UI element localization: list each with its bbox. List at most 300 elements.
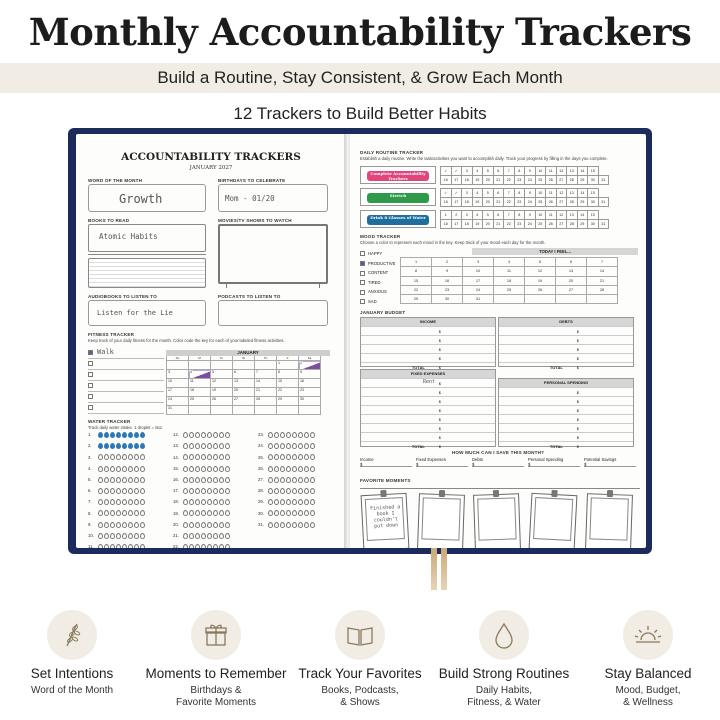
routine-day-cell[interactable]: 13	[567, 189, 578, 198]
water-drop-icon[interactable]	[98, 432, 103, 438]
routine-day-cell[interactable]: 27	[556, 220, 567, 229]
water-drop-icon[interactable]	[140, 544, 145, 548]
water-drop-icon[interactable]	[274, 432, 279, 438]
water-drop-icon[interactable]	[104, 522, 109, 528]
water-drop-icon[interactable]	[310, 432, 315, 438]
budget-row[interactable]	[361, 387, 495, 396]
mood-day-cell[interactable]: 3	[463, 258, 494, 267]
water-drop-icon[interactable]	[128, 443, 133, 449]
fitness-row[interactable]	[88, 381, 164, 392]
water-drop-icon[interactable]	[219, 466, 224, 472]
water-drop-icon[interactable]	[110, 488, 115, 494]
water-drop-icon[interactable]	[122, 466, 127, 472]
water-drop-icon[interactable]	[104, 488, 109, 494]
fitness-color-key[interactable]	[88, 394, 93, 399]
routine-day-cell[interactable]: 24	[525, 220, 536, 229]
save-field[interactable]	[360, 457, 412, 467]
water-drop-icon[interactable]	[195, 533, 200, 539]
routine-day-cell[interactable]: 14	[577, 189, 588, 198]
routine-day-cell[interactable]: 11	[546, 189, 557, 198]
calendar-day[interactable]: 30	[299, 397, 321, 406]
routine-day-cell[interactable]: 9	[525, 189, 536, 198]
routine-label-box[interactable]	[360, 188, 436, 206]
budget-row[interactable]	[499, 344, 633, 353]
routine-day-cell[interactable]: 7	[504, 211, 515, 220]
water-drop-icon[interactable]	[122, 510, 127, 516]
water-drop-icon[interactable]	[280, 510, 285, 516]
budget-row[interactable]	[499, 362, 633, 371]
water-drop-icon[interactable]	[195, 443, 200, 449]
water-drop-icon[interactable]	[140, 477, 145, 483]
water-drop-icon[interactable]	[189, 533, 194, 539]
routine-day-cell[interactable]: 13	[567, 211, 578, 220]
water-drop-icon[interactable]	[134, 488, 139, 494]
budget-row[interactable]	[361, 414, 495, 423]
water-drop-icon[interactable]	[219, 533, 224, 539]
water-drop-icon[interactable]	[116, 510, 121, 516]
mood-day-cell[interactable]: 12	[525, 267, 556, 276]
water-drop-icon[interactable]	[207, 533, 212, 539]
mood-day-cell[interactable]: 22	[401, 285, 432, 294]
water-drop-icon[interactable]	[292, 443, 297, 449]
water-drop-icon[interactable]	[104, 533, 109, 539]
water-drop-icon[interactable]	[195, 499, 200, 505]
calendar-day[interactable]: 12	[211, 379, 233, 388]
water-drop-icon[interactable]	[195, 522, 200, 528]
water-drop-icon[interactable]	[104, 499, 109, 505]
water-drop-icon[interactable]	[225, 488, 230, 494]
water-drop-icon[interactable]	[183, 533, 188, 539]
water-drop-icon[interactable]	[195, 454, 200, 460]
water-drop-icon[interactable]	[183, 499, 188, 505]
routine-day-cell[interactable]: 25	[535, 176, 546, 185]
water-drop-icon[interactable]	[213, 533, 218, 539]
mood-day-cell[interactable]: 27	[556, 285, 587, 294]
water-drop-icon[interactable]	[128, 466, 133, 472]
routine-day-cell[interactable]: 12	[556, 167, 567, 176]
budget-row[interactable]	[361, 432, 495, 441]
water-drop-icon[interactable]	[213, 488, 218, 494]
calendar-day[interactable]	[299, 406, 321, 415]
routine-day-cell[interactable]: ✓	[451, 189, 462, 198]
polaroid-frame[interactable]	[529, 493, 578, 548]
water-drop-icon[interactable]	[116, 488, 121, 494]
polaroid-frame[interactable]	[585, 493, 633, 548]
budget-row[interactable]	[361, 344, 495, 353]
calendar-day[interactable]: 5	[211, 370, 233, 379]
water-drop-icon[interactable]	[98, 533, 103, 539]
water-drop-icon[interactable]	[195, 488, 200, 494]
water-drop-icon[interactable]	[116, 466, 121, 472]
routine-day-cell[interactable]: 29	[577, 198, 588, 207]
routine-day-cell[interactable]: 26	[546, 198, 557, 207]
budget-row[interactable]	[361, 441, 495, 450]
routine-day-cell[interactable]: 31	[598, 198, 609, 207]
water-drop-icon[interactable]	[116, 533, 121, 539]
mood-day-cell[interactable]: 24	[463, 285, 494, 294]
water-drop-icon[interactable]	[183, 522, 188, 528]
routine-day-cell[interactable]: 8	[514, 167, 525, 176]
water-drop-icon[interactable]	[183, 466, 188, 472]
water-drop-icon[interactable]	[207, 522, 212, 528]
calendar-day[interactable]: 13	[233, 379, 255, 388]
routine-day-cell[interactable]: 16	[441, 198, 452, 207]
mood-day-cell[interactable]: 29	[401, 295, 432, 304]
water-drop-icon[interactable]	[134, 454, 139, 460]
water-drop-icon[interactable]	[304, 443, 309, 449]
mood-day-cell[interactable]: 20	[556, 276, 587, 285]
water-drop-icon[interactable]	[140, 432, 145, 438]
routine-day-cell[interactable]: 4	[472, 211, 483, 220]
calendar-day[interactable]	[167, 361, 189, 370]
routine-day-cell[interactable]: 14	[577, 167, 588, 176]
mood-day-cell[interactable]: 26	[525, 285, 556, 294]
routine-day-cell[interactable]: 10	[535, 189, 546, 198]
water-drop-icon[interactable]	[219, 477, 224, 483]
calendar-day[interactable]: 18	[189, 388, 211, 397]
mood-key-item[interactable]	[360, 270, 388, 275]
water-drop-icon[interactable]	[134, 499, 139, 505]
water-drop-icon[interactable]	[201, 466, 206, 472]
water-drop-icon[interactable]	[280, 477, 285, 483]
water-drop-icon[interactable]	[110, 466, 115, 472]
water-drop-icon[interactable]	[104, 510, 109, 516]
water-drop-icon[interactable]	[219, 544, 224, 548]
water-drop-icon[interactable]	[116, 477, 121, 483]
fitness-row[interactable]	[88, 370, 164, 381]
water-drop-icon[interactable]	[104, 477, 109, 483]
routine-day-cell[interactable]: 18	[462, 198, 473, 207]
routine-day-cell[interactable]: 13	[567, 167, 578, 176]
water-drop-icon[interactable]	[201, 533, 206, 539]
save-field[interactable]	[584, 457, 636, 467]
water-drop-icon[interactable]	[286, 499, 291, 505]
water-drop-icon[interactable]	[140, 466, 145, 472]
water-drop-icon[interactable]	[207, 454, 212, 460]
water-drop-icon[interactable]	[116, 443, 121, 449]
water-drop-icon[interactable]	[98, 454, 103, 460]
water-drop-icon[interactable]	[104, 454, 109, 460]
calendar-day[interactable]: 1	[277, 361, 299, 370]
water-drop-icon[interactable]	[225, 432, 230, 438]
water-drop-icon[interactable]	[213, 544, 218, 548]
water-drop-icon[interactable]	[213, 466, 218, 472]
water-drop-icon[interactable]	[122, 544, 127, 548]
routine-label-box[interactable]	[360, 166, 436, 184]
routine-day-cell[interactable]: 21	[493, 198, 504, 207]
water-drop-icon[interactable]	[207, 432, 212, 438]
routine-day-cell[interactable]: 5	[483, 189, 494, 198]
routine-day-cell[interactable]: 4	[472, 189, 483, 198]
mood-color-swatch[interactable]	[360, 280, 365, 285]
routine-day-cell[interactable]: 12	[556, 189, 567, 198]
water-drop-icon[interactable]	[201, 443, 206, 449]
water-drop-icon[interactable]	[225, 544, 230, 548]
water-drop-icon[interactable]	[219, 454, 224, 460]
water-drop-icon[interactable]	[140, 454, 145, 460]
routine-day-cell[interactable]: 27	[556, 176, 567, 185]
routine-day-cell[interactable]: 5	[483, 211, 494, 220]
water-drop-icon[interactable]	[292, 454, 297, 460]
mood-day-cell[interactable]: 15	[401, 276, 432, 285]
water-drop-icon[interactable]	[225, 522, 230, 528]
water-drop-icon[interactable]	[104, 466, 109, 472]
water-drop-icon[interactable]	[292, 510, 297, 516]
mood-day-cell[interactable]: 9	[432, 267, 463, 276]
routine-day-cell[interactable]: 18	[462, 176, 473, 185]
budget-row[interactable]	[499, 432, 633, 441]
water-drop-icon[interactable]	[274, 510, 279, 516]
water-drop-icon[interactable]	[304, 454, 309, 460]
routine-day-cell[interactable]: ✓	[441, 189, 452, 198]
water-drop-icon[interactable]	[189, 466, 194, 472]
water-drop-icon[interactable]	[268, 477, 273, 483]
water-drop-icon[interactable]	[292, 488, 297, 494]
routine-day-cell[interactable]: 17	[451, 176, 462, 185]
water-drop-icon[interactable]	[110, 510, 115, 516]
calendar-day[interactable]: 22	[277, 388, 299, 397]
water-drop-icon[interactable]	[110, 499, 115, 505]
mood-day-cell[interactable]: 31	[463, 295, 494, 304]
water-drop-icon[interactable]	[122, 432, 127, 438]
save-field[interactable]	[528, 457, 580, 467]
water-drop-icon[interactable]	[128, 432, 133, 438]
calendar-day[interactable]	[255, 406, 277, 415]
routine-day-cell[interactable]: 30	[588, 176, 599, 185]
water-drop-icon[interactable]	[286, 488, 291, 494]
water-drop-icon[interactable]	[110, 432, 115, 438]
routine-day-cell[interactable]: 20	[483, 220, 494, 229]
mood-day-cell[interactable]: 18	[494, 276, 525, 285]
water-drop-icon[interactable]	[280, 443, 285, 449]
water-drop-icon[interactable]	[304, 510, 309, 516]
water-drop-icon[interactable]	[280, 454, 285, 460]
water-drop-icon[interactable]	[310, 466, 315, 472]
mood-key-item[interactable]	[360, 289, 387, 294]
water-drop-icon[interactable]	[140, 522, 145, 528]
routine-day-cell[interactable]: 6	[493, 189, 504, 198]
routine-day-cell[interactable]: 16	[441, 176, 452, 185]
water-drop-icon[interactable]	[268, 443, 273, 449]
water-drop-icon[interactable]	[213, 443, 218, 449]
fitness-row[interactable]	[88, 348, 164, 359]
routine-day-cell[interactable]: 25	[535, 198, 546, 207]
calendar-day[interactable]: 3	[167, 370, 189, 379]
water-drop-icon[interactable]	[268, 488, 273, 494]
routine-day-cell[interactable]: 15	[588, 167, 599, 176]
water-drop-icon[interactable]	[207, 499, 212, 505]
routine-day-cell[interactable]: 23	[514, 198, 525, 207]
water-drop-icon[interactable]	[268, 432, 273, 438]
polaroid-frame[interactable]	[361, 493, 410, 548]
routine-day-cell[interactable]: 26	[546, 220, 557, 229]
water-drop-icon[interactable]	[189, 488, 194, 494]
water-drop-icon[interactable]	[98, 443, 103, 449]
birthdays-box[interactable]	[218, 184, 328, 212]
water-drop-icon[interactable]	[189, 432, 194, 438]
water-drop-icon[interactable]	[128, 499, 133, 505]
routine-day-cell[interactable]: 8	[514, 211, 525, 220]
water-drop-icon[interactable]	[189, 510, 194, 516]
routine-day-cell[interactable]: 5	[483, 167, 494, 176]
budget-row[interactable]	[499, 326, 633, 335]
water-drop-icon[interactable]	[201, 544, 206, 548]
water-drop-icon[interactable]	[140, 533, 145, 539]
water-drop-icon[interactable]	[134, 510, 139, 516]
water-drop-icon[interactable]	[219, 443, 224, 449]
water-drop-icon[interactable]	[207, 477, 212, 483]
water-drop-icon[interactable]	[219, 488, 224, 494]
calendar-day[interactable]: 28	[255, 397, 277, 406]
mood-day-cell[interactable]	[587, 295, 618, 304]
mood-day-cell[interactable]: 25	[494, 285, 525, 294]
water-drop-icon[interactable]	[213, 510, 218, 516]
routine-day-cell[interactable]: 22	[504, 198, 515, 207]
water-drop-icon[interactable]	[201, 432, 206, 438]
routine-day-cell[interactable]: 30	[588, 220, 599, 229]
water-drop-icon[interactable]	[286, 466, 291, 472]
water-drop-icon[interactable]	[134, 522, 139, 528]
water-drop-icon[interactable]	[219, 499, 224, 505]
calendar-day[interactable]: 2	[299, 361, 321, 370]
save-field[interactable]	[472, 457, 524, 467]
routine-day-cell[interactable]: 26	[546, 176, 557, 185]
water-drop-icon[interactable]	[189, 544, 194, 548]
water-drop-icon[interactable]	[298, 432, 303, 438]
routine-day-cell[interactable]: 29	[577, 176, 588, 185]
water-drop-icon[interactable]	[195, 466, 200, 472]
water-drop-icon[interactable]	[304, 499, 309, 505]
routine-day-cell[interactable]: 18	[462, 220, 473, 229]
audiobooks-box[interactable]	[88, 300, 206, 326]
routine-day-cell[interactable]: 30	[588, 198, 599, 207]
water-drop-icon[interactable]	[310, 510, 315, 516]
water-drop-icon[interactable]	[98, 522, 103, 528]
mood-color-swatch[interactable]	[360, 299, 365, 304]
water-drop-icon[interactable]	[128, 522, 133, 528]
calendar-day[interactable]: 23	[299, 388, 321, 397]
water-drop-icon[interactable]	[225, 466, 230, 472]
routine-day-cell[interactable]: 31	[598, 220, 609, 229]
routine-day-cell[interactable]: 24	[525, 198, 536, 207]
water-drop-icon[interactable]	[189, 454, 194, 460]
mood-day-cell[interactable]	[525, 295, 556, 304]
water-drop-icon[interactable]	[110, 477, 115, 483]
calendar-day[interactable]: 31	[167, 406, 189, 415]
fitness-color-key[interactable]	[88, 372, 93, 377]
water-drop-icon[interactable]	[104, 544, 109, 548]
water-drop-icon[interactable]	[219, 522, 224, 528]
water-drop-icon[interactable]	[128, 533, 133, 539]
save-field[interactable]	[416, 457, 468, 467]
budget-row[interactable]	[499, 396, 633, 405]
budget-row[interactable]	[361, 423, 495, 432]
routine-day-cell[interactable]: 9	[525, 211, 536, 220]
water-drop-icon[interactable]	[98, 510, 103, 516]
water-drop-icon[interactable]	[134, 432, 139, 438]
fitness-row[interactable]	[88, 403, 164, 414]
water-drop-icon[interactable]	[268, 499, 273, 505]
calendar-day[interactable]: 11	[189, 379, 211, 388]
routine-day-cell[interactable]: 28	[567, 220, 578, 229]
calendar-day[interactable]	[233, 406, 255, 415]
mood-key-item[interactable]	[360, 261, 395, 266]
water-drop-icon[interactable]	[225, 443, 230, 449]
mood-day-cell[interactable]: 6	[556, 258, 587, 267]
routine-day-cell[interactable]: 31	[598, 176, 609, 185]
routine-day-cell[interactable]: 19	[472, 198, 483, 207]
water-drop-icon[interactable]	[201, 454, 206, 460]
budget-row[interactable]	[499, 387, 633, 396]
water-drop-icon[interactable]	[140, 499, 145, 505]
water-drop-icon[interactable]	[128, 477, 133, 483]
water-drop-icon[interactable]	[140, 443, 145, 449]
water-drop-icon[interactable]	[116, 454, 121, 460]
water-drop-icon[interactable]	[286, 522, 291, 528]
calendar-day[interactable]: 17	[167, 388, 189, 397]
water-drop-icon[interactable]	[274, 466, 279, 472]
water-drop-icon[interactable]	[122, 533, 127, 539]
water-drop-icon[interactable]	[280, 522, 285, 528]
calendar-day[interactable]	[211, 361, 233, 370]
water-drop-icon[interactable]	[286, 477, 291, 483]
calendar-day[interactable]: 19	[211, 388, 233, 397]
water-drop-icon[interactable]	[116, 544, 121, 548]
mood-day-cell[interactable]: 16	[432, 276, 463, 285]
water-drop-icon[interactable]	[304, 488, 309, 494]
water-drop-icon[interactable]	[304, 466, 309, 472]
water-drop-icon[interactable]	[183, 510, 188, 516]
routine-day-cell[interactable]: 21	[493, 176, 504, 185]
water-drop-icon[interactable]	[225, 499, 230, 505]
mood-day-cell[interactable]: 14	[587, 267, 618, 276]
polaroid-frame[interactable]	[417, 493, 465, 548]
water-drop-icon[interactable]	[280, 432, 285, 438]
routine-day-cell[interactable]: 3	[462, 189, 473, 198]
water-drop-icon[interactable]	[310, 443, 315, 449]
water-drop-icon[interactable]	[195, 432, 200, 438]
water-drop-icon[interactable]	[195, 477, 200, 483]
mood-day-cell[interactable]: 4	[494, 258, 525, 267]
water-drop-icon[interactable]	[274, 454, 279, 460]
water-drop-icon[interactable]	[298, 488, 303, 494]
water-drop-icon[interactable]	[274, 443, 279, 449]
water-drop-icon[interactable]	[298, 499, 303, 505]
routine-day-cell[interactable]: 28	[567, 176, 578, 185]
water-drop-icon[interactable]	[274, 488, 279, 494]
routine-day-cell[interactable]: 6	[493, 167, 504, 176]
mood-day-cell[interactable]: 17	[463, 276, 494, 285]
water-drop-icon[interactable]	[134, 544, 139, 548]
polaroid-frame[interactable]	[473, 493, 521, 548]
routine-day-cell[interactable]: 16	[441, 220, 452, 229]
water-drop-icon[interactable]	[98, 488, 103, 494]
routine-day-cell[interactable]: 23	[514, 176, 525, 185]
water-drop-icon[interactable]	[134, 443, 139, 449]
mood-key-item[interactable]	[360, 299, 377, 304]
calendar-day[interactable]: 25	[189, 397, 211, 406]
routine-day-cell[interactable]: 22	[504, 220, 515, 229]
mood-day-cell[interactable]: 30	[432, 295, 463, 304]
water-drop-icon[interactable]	[213, 454, 218, 460]
water-drop-icon[interactable]	[207, 466, 212, 472]
budget-row[interactable]	[499, 335, 633, 344]
mood-day-cell[interactable]: 23	[432, 285, 463, 294]
podcasts-box[interactable]	[218, 300, 328, 326]
routine-day-cell[interactable]: 14	[577, 211, 588, 220]
routine-day-cell[interactable]: 19	[472, 220, 483, 229]
calendar-day[interactable]: 27	[233, 397, 255, 406]
